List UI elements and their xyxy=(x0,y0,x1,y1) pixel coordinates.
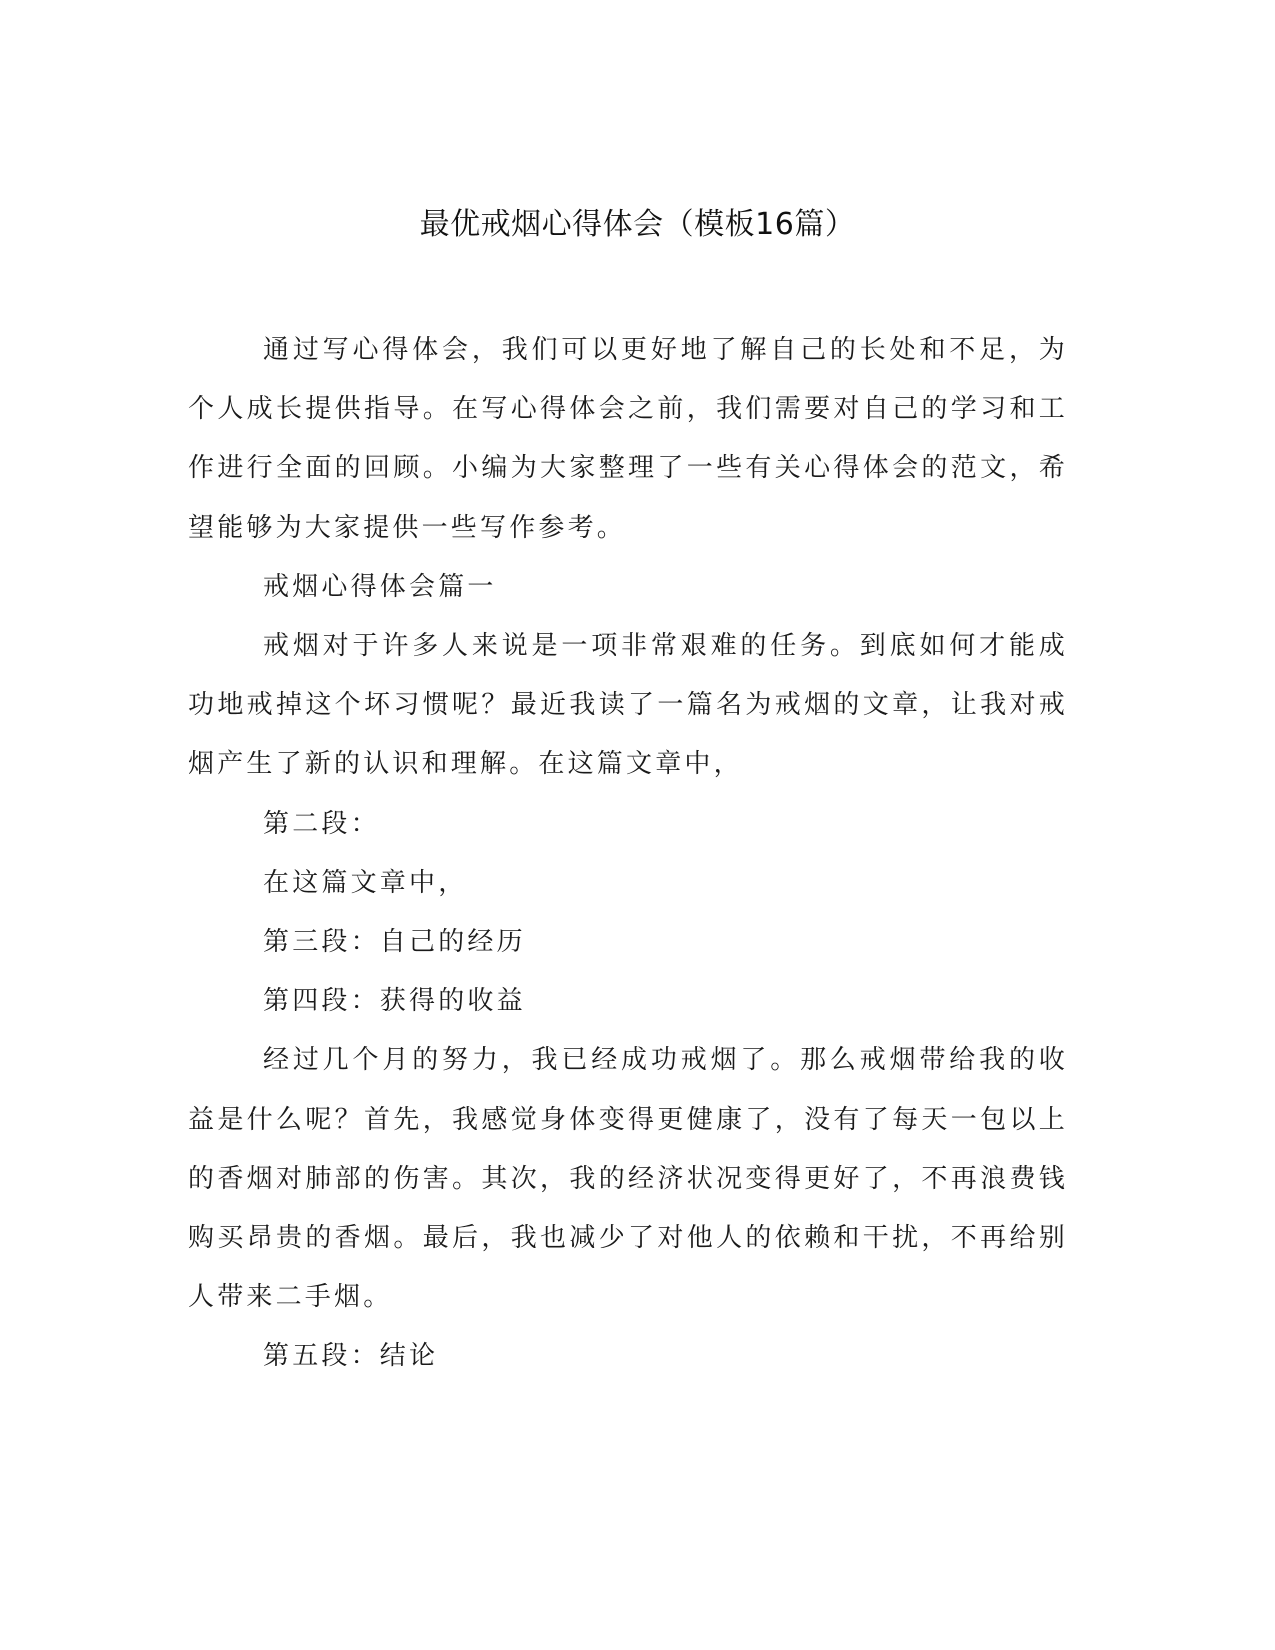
body-paragraph: 戒烟对于许多人来说是一项非常艰难的任务。到底如何才能成功地戒掉这个坏习惯呢？最近我读了一篇名为戒烟的文章，让我对戒烟产生了新的认识和理解。在这篇文章中， xyxy=(188,631,1068,780)
paragraph-label: 第四段：获得的收益 xyxy=(263,986,526,1017)
section-heading: 戒烟心得体会篇一 xyxy=(263,571,497,602)
body-paragraph: 经过几个月的努力，我已经成功戒烟了。那么戒烟带给我的收益是什么呢？首先，我感觉身体变得更健康了，没有了每天一包以上的香烟对肺部的伤害。其次，我的经济状况变得更好了，不再浪费钱购买昂贵的香烟。最后，我也减少了对他人的依赖和干扰，不再给别人带来二手烟。 xyxy=(188,1045,1068,1313)
paragraph-label: 第二段： xyxy=(263,808,380,839)
paragraph-label: 第三段：自己的经历 xyxy=(263,927,526,958)
intro-paragraph: 通过写心得体会，我们可以更好地了解自己的长处和不足，为个人成长提供指导。在写心得体会之前，我们需要对自己的学习和工作进行全面的回顾。小编为大家整理了一些有关心得体会的范文，希望能够为大家提供一些写作参考。 xyxy=(188,335,1068,543)
document-title: 最优戒烟心得体会（模板16篇） xyxy=(419,207,856,242)
document-body xyxy=(188,321,1068,1387)
paragraph-label: 第五段：结论 xyxy=(263,1341,439,1372)
body-paragraph: 在这篇文章中， xyxy=(263,867,468,898)
